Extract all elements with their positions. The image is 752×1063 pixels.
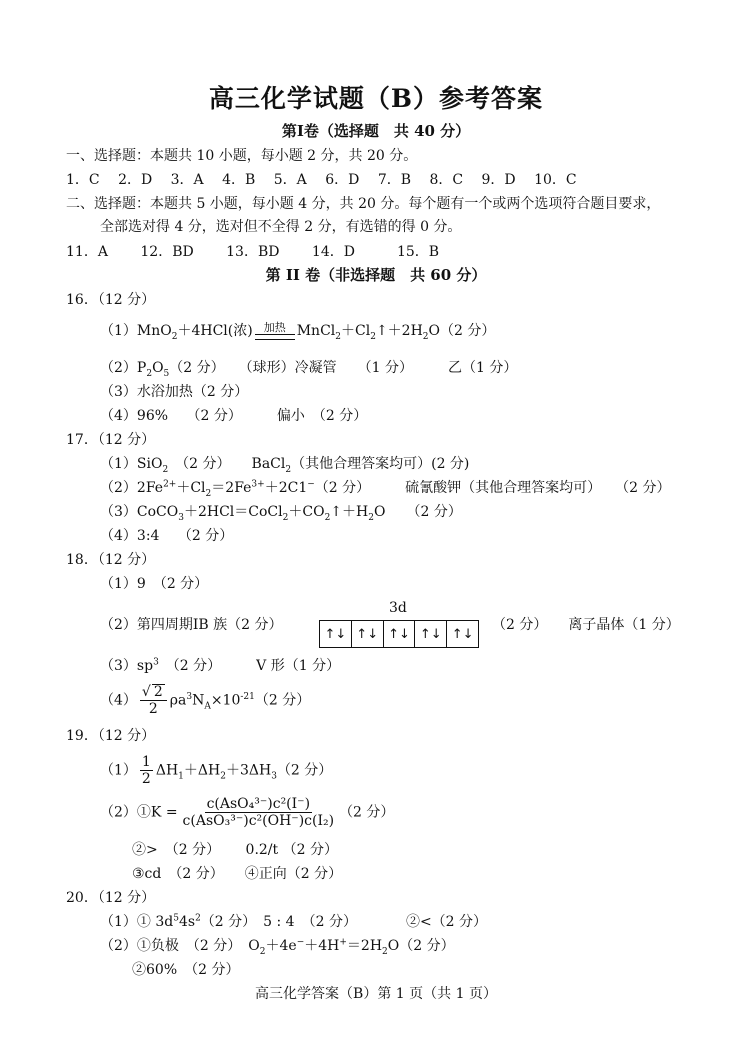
q19-answer-2c: ③cd （2 分） ④正向（2 分） — [132, 866, 343, 882]
q18-answer-2-cont: （2 分） 离子晶体（1 分） — [492, 617, 680, 633]
q19-heading: 19．（12 分） — [66, 728, 156, 744]
q20-answer-1: （1）① $3d^54s^2(2$ 分） 5 : 4 （2 分） ②<（2 分） — [100, 913, 488, 930]
q20-answer-3: ②60% （2 分） — [132, 962, 240, 978]
q18-answer-2: （2）第四周期ⅠB 族（2 分） — [100, 617, 283, 633]
section2-instruction: 二、选择题：本题共 5 小题，每小题 4 分，共 20 分。每个题有一个或两个选项符合题目要求， — [66, 196, 661, 212]
q18-answer-3: $(3)sp^3$ （2 分） V 形（1 分） — [100, 657, 341, 674]
orbital-cell: ↑↓ — [320, 621, 352, 647]
part1-heading: 第Ⅰ卷（选择题 共 40 分） — [281, 122, 471, 140]
orbital-cell: ↑↓ — [451, 626, 474, 642]
q18-heading: 18．（12 分） — [66, 552, 156, 568]
3d-orbital-diagram — [319, 620, 479, 648]
q17-answer-2: $(2)2Fe^{2+}+Cl_2=2Fe^{3+}+2C1^-(2$ 分） 硫氰酸钾（其他合理答案均可） （2 分） — [100, 479, 671, 499]
q17-answer-3: $(3)CoCO_3+2HCl=CoCl_2+CO_2↑+H_2O$ （2 分） — [100, 504, 462, 523]
orbital-cell: ↑↓ — [384, 621, 416, 647]
q18-answer-1: （1）9 （2 分） — [100, 576, 209, 592]
equilibrium-constant-fraction: $\frac{\text{c(AsO₄³⁻)c²(I⁻)}}{\text{c(AsO₃³⁻)c²(OH⁻)c(I₂)}}$ — [182, 796, 335, 829]
q17-heading: 17．（12 分） — [66, 432, 156, 448]
q16-answer-1: （1）MnO$_2$＋4HCl(浓) 加热 $MnCl_2+Cl_2↑+2H_2O(2$ 分） — [100, 321, 496, 342]
section2-answers: 11．A 12．BD 13．BD 14．D 15．B — [66, 244, 440, 260]
q17-answer-1: （1）SiO$_2$ （2 分） BaCl$_2$（其他合理答案均可）(2 分) — [100, 456, 470, 475]
page-title: 高三化学试题（B）参考答案 — [208, 84, 544, 113]
orbital-label: 3d — [389, 600, 407, 616]
q19-answer-2: （2）①K = $\frac{\text{c(AsO₄³⁻)c²(I⁻)}}{\text{c(AsO₃³⁻)c²(OH⁻)c(I₂)}}$ （2 分） — [100, 796, 395, 829]
q16-heading: 16．（12 分） — [66, 292, 156, 308]
q18-answer-4: （4） $\frac{√ 2}{2}$ $\rho a^3N_A\times 10^{-21}(2$ 分） — [100, 684, 311, 717]
part2-heading: 第 II 卷（非选择题 共 60 分） — [265, 266, 487, 284]
q16-answer-2: $(2)P_2O_5(2$ 分） （球形）冷凝管 （1 分） 乙（1 分） — [100, 360, 518, 379]
q19-answer-1: （1） $\frac{1}{2}$ $\Delta H_1+\Delta H_2+3\Delta H_3(2$ 分） — [100, 754, 333, 787]
half-fraction: $\frac{1}{2}$ — [141, 754, 151, 787]
q17-answer-4: （4）3:4 （2 分） — [100, 528, 234, 544]
orbital-cell: ↑↓ — [352, 621, 384, 647]
orbital-cell: ↑↓ — [415, 621, 447, 647]
page-footer: 高三化学答案（B）第 1 页（共 1 页） — [255, 986, 497, 1002]
q16-answer-4: （4）96% （2 分） 偏小 （2 分） — [100, 408, 368, 424]
section1-answers: 1．C 2．D 3．A 4．B 5．A 6．D 7．B 8．C 9．D 10．C — [66, 172, 577, 188]
sqrt2-over-2-fraction: $\frac{√ 2}{2}$ — [140, 684, 167, 717]
section1-instruction: 一、选择题：本题共 10 小题，每小题 2 分，共 20 分。 — [66, 148, 418, 164]
section2-instruction-cont: 全部选对得 4 分，选对但不全得 2 分，有选错的得 0 分。 — [100, 219, 462, 235]
q20-heading: 20．（12 分） — [66, 890, 156, 906]
q19-answer-2b: ②> （2 分） 0.2/t （2 分） — [132, 842, 338, 858]
q16-answer-3: （3）水浴加热（2 分） — [100, 384, 249, 400]
q20-answer-2: （2）①负极 （2 分） $O_2+4e^-+4H^+=2H_2O(2$ 分） — [100, 937, 455, 957]
heating-condition-arrow: 加热 — [255, 322, 295, 340]
